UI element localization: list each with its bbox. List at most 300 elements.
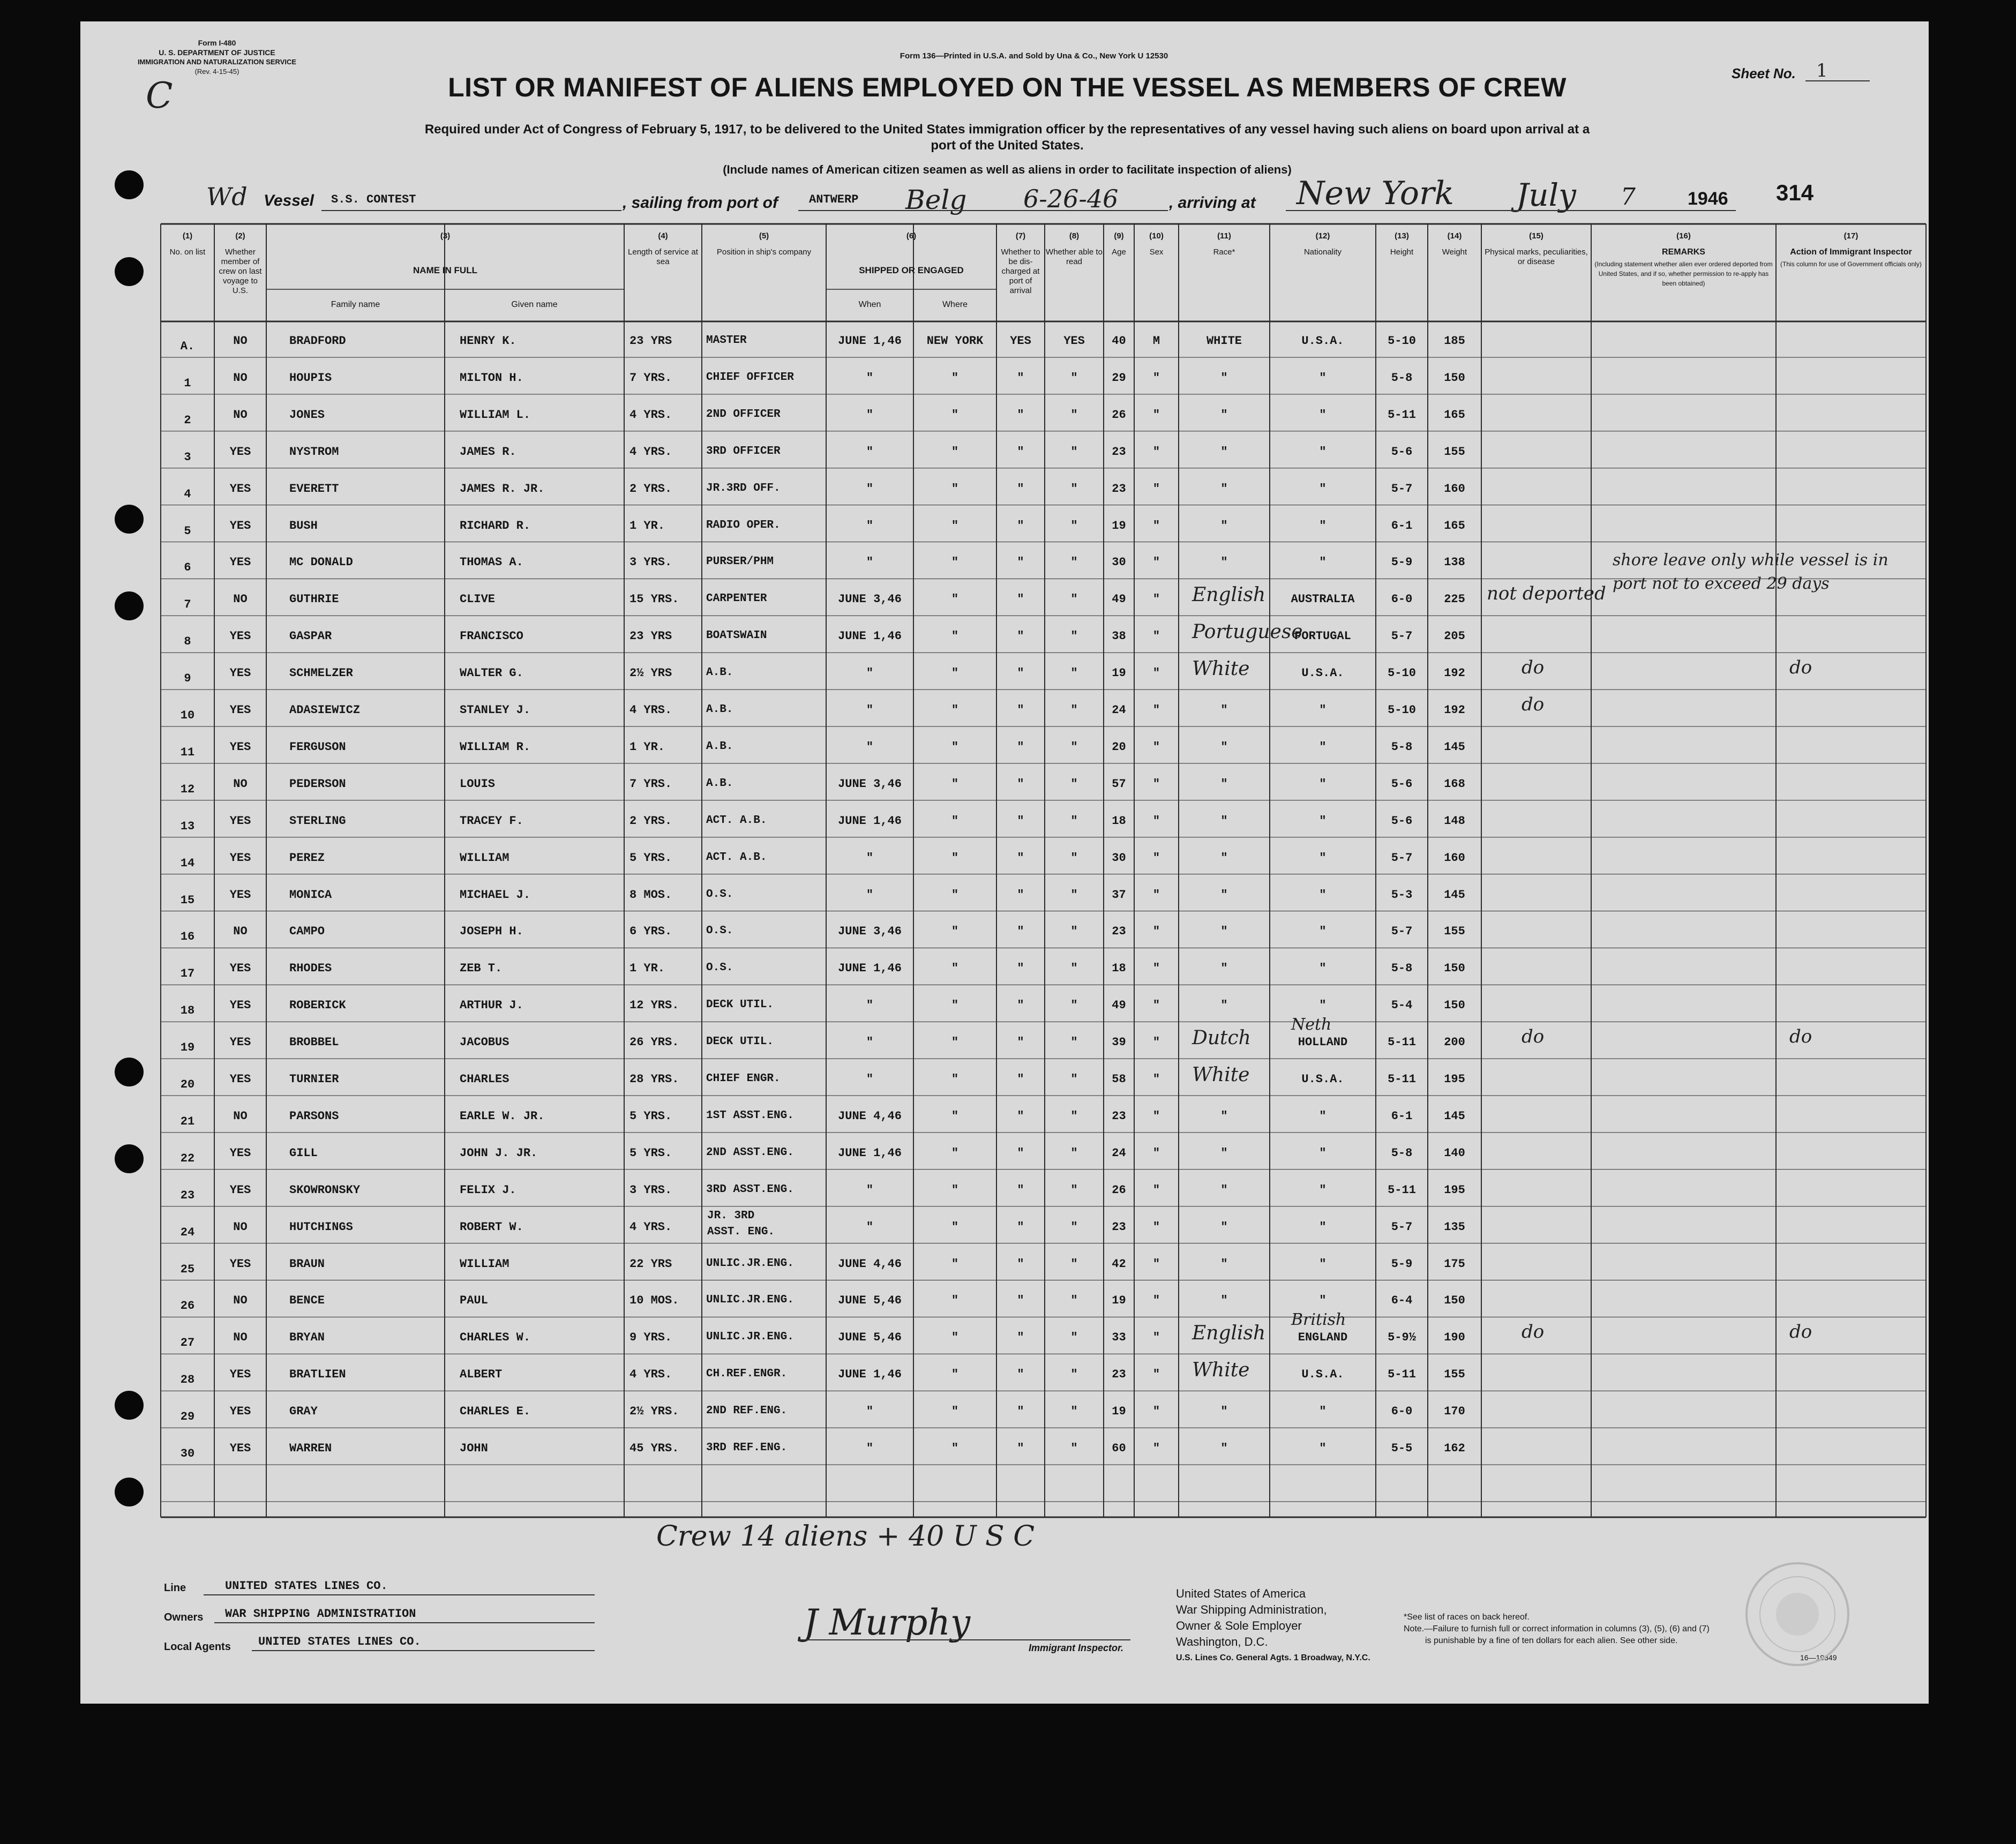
position-cell: O.S. — [706, 888, 733, 901]
row-number: 23 — [180, 1188, 195, 1202]
able-read-cell: " — [1070, 482, 1078, 496]
position-cell: A.B. — [706, 703, 733, 716]
row-number: 9 — [184, 672, 191, 686]
discharge-cell: " — [1017, 1257, 1024, 1271]
sex-cell: " — [1152, 888, 1160, 902]
discharge-cell: " — [1017, 1405, 1024, 1419]
last-voyage-cell: NO — [233, 777, 248, 791]
nationality-cell: AUSTRALIA — [1291, 593, 1355, 606]
last-voyage-cell: NO — [233, 371, 248, 385]
discharge-cell: " — [1017, 629, 1024, 643]
position-cell: 1ST ASST.ENG. — [706, 1109, 794, 1122]
position-cell: UNLIC.JR.ENG. — [706, 1294, 794, 1307]
arrival-day: 7 — [1621, 183, 1636, 211]
able-read-cell: " — [1070, 556, 1078, 569]
shipped-where-cell: " — [951, 482, 959, 496]
weight-cell: 160 — [1444, 851, 1465, 865]
race-cell: White — [1192, 1064, 1250, 1086]
owners-underline — [214, 1622, 595, 1623]
height-cell: 5-11 — [1388, 1183, 1416, 1197]
weight-cell: 135 — [1444, 1220, 1465, 1234]
race-cell: " — [1220, 1405, 1228, 1419]
able-read-cell: " — [1070, 851, 1078, 865]
age-cell: 23 — [1112, 1368, 1126, 1382]
column-number: (16) — [1676, 231, 1691, 241]
shipped-where-cell: " — [951, 1146, 959, 1160]
last-voyage-cell: NO — [233, 1109, 248, 1123]
race-cell: White — [1192, 1359, 1250, 1382]
race-cell: Dutch — [1192, 1027, 1251, 1050]
column-subheader: Family name — [331, 300, 380, 309]
discharge-cell: " — [1017, 1331, 1024, 1345]
able-read-cell: " — [1070, 962, 1078, 976]
family-name-cell: EVERETT — [289, 482, 339, 496]
column-header: Age — [1112, 248, 1126, 257]
service-length-cell: 5 YRS. — [629, 1109, 672, 1123]
shipped-where-cell: " — [951, 371, 959, 385]
row-number: 7 — [184, 598, 191, 612]
height-cell: 5-7 — [1391, 1220, 1413, 1234]
service-length-cell: 3 YRS. — [629, 1183, 672, 1197]
age-cell: 19 — [1112, 1405, 1126, 1419]
vessel-label: Vessel — [264, 192, 314, 209]
position-cell: UNLIC.JR.ENG. — [706, 1257, 794, 1270]
inspector-signature: J Murphy — [804, 1602, 971, 1643]
nationality-correction: British — [1291, 1310, 1346, 1330]
age-cell: 30 — [1112, 556, 1126, 569]
subtitle-line-1: Required under Act of Congress of February 5, 1917, to be delivered to the United States immigration officer by the representatives of any vessel having such aliens on board upon arrival at a — [424, 122, 1590, 137]
shipped-where-cell: " — [951, 888, 959, 902]
height-cell: 5-10 — [1388, 703, 1416, 717]
column-header: Sex — [1149, 248, 1164, 257]
weight-cell: 155 — [1444, 925, 1465, 939]
column-number: (12) — [1315, 231, 1330, 241]
height-cell: 5-8 — [1391, 962, 1413, 976]
column-number: (5) — [759, 231, 769, 241]
sex-cell: " — [1152, 371, 1160, 385]
age-cell: 20 — [1112, 740, 1126, 754]
height-cell: 5-3 — [1391, 888, 1413, 902]
race-cell: White — [1192, 658, 1250, 680]
inspector-action-cell: do — [1789, 1321, 1812, 1343]
race-cell: English — [1192, 1322, 1266, 1345]
position-cell: JR.3RD OFF. — [706, 482, 781, 494]
row-number: 22 — [180, 1151, 195, 1165]
given-name-cell: PAUL — [460, 1294, 488, 1308]
able-read-cell: " — [1070, 777, 1078, 791]
row-number: A. — [180, 340, 195, 353]
service-length-cell: 3 YRS. — [629, 556, 672, 569]
inspector-action-cell: do — [1789, 657, 1812, 679]
last-voyage-cell: YES — [229, 962, 251, 976]
service-length-cell: 4 YRS. — [629, 1368, 672, 1382]
discharge-cell: YES — [1010, 334, 1031, 348]
service-length-cell: 2½ YRS — [629, 666, 672, 680]
weight-cell: 168 — [1444, 777, 1465, 791]
column-header: SHIPPED OR ENGAGED — [859, 265, 964, 275]
nationality-cell: " — [1319, 814, 1326, 828]
able-read-cell: " — [1070, 519, 1078, 533]
shipped-when-cell: JUNE 1,46 — [838, 1146, 902, 1160]
family-name-cell: GRAY — [289, 1405, 318, 1419]
age-cell: 60 — [1112, 1442, 1126, 1455]
age-cell: 23 — [1112, 482, 1126, 496]
height-cell: 5-9 — [1391, 556, 1413, 569]
shipped-where-cell: " — [951, 703, 959, 717]
discharge-cell: " — [1017, 519, 1024, 533]
discharge-cell: " — [1017, 925, 1024, 939]
position-cell: MASTER — [706, 334, 747, 347]
physical-marks-cell: do — [1522, 694, 1545, 715]
service-length-cell: 26 YRS. — [629, 1036, 679, 1050]
row-number: 6 — [184, 561, 191, 575]
age-cell: 39 — [1112, 1036, 1126, 1050]
height-cell: 6-1 — [1391, 519, 1413, 533]
height-cell: 6-0 — [1391, 1405, 1413, 1419]
row-number: 8 — [184, 635, 191, 649]
service-length-cell: 4 YRS. — [629, 703, 672, 717]
service-length-cell: 2 YRS. — [629, 814, 672, 828]
column-number: (17) — [1843, 231, 1858, 241]
stamp-line: U.S. Lines Co. General Agts. 1 Broadway, N.Y.C. — [1176, 1653, 1370, 1662]
weight-cell: 138 — [1444, 556, 1465, 569]
position-cell: 2ND REF.ENG. — [706, 1405, 788, 1418]
discharge-cell: " — [1017, 814, 1024, 828]
sex-cell: " — [1152, 777, 1160, 791]
weight-cell: 190 — [1444, 1331, 1465, 1345]
age-cell: 58 — [1112, 1073, 1126, 1086]
position-cell: A.B. — [706, 740, 733, 753]
race-cell: " — [1220, 777, 1228, 791]
given-name-cell: WILLIAM — [460, 1257, 509, 1271]
given-name-cell: EARLE W. JR. — [460, 1109, 545, 1123]
family-name-cell: BRATLIEN — [289, 1368, 346, 1382]
nationality-cell: " — [1319, 556, 1326, 569]
column-header: Length of service at sea — [628, 248, 698, 266]
able-read-cell: " — [1070, 1109, 1078, 1123]
height-cell: 5-9½ — [1388, 1331, 1416, 1345]
line-value: UNITED STATES LINES CO. — [225, 1579, 388, 1593]
weight-cell: 162 — [1444, 1442, 1465, 1455]
row-number: 2 — [184, 413, 191, 427]
last-voyage-cell: NO — [233, 334, 248, 348]
stamp-line: War Shipping Administration, — [1176, 1603, 1327, 1616]
race-cell: " — [1220, 1146, 1228, 1160]
family-name-cell: PEDERSON — [289, 777, 346, 791]
family-name-cell: GILL — [289, 1146, 318, 1160]
weight-cell: 145 — [1444, 740, 1465, 754]
shipped-where-cell: " — [951, 1036, 959, 1050]
shipped-when-cell: " — [866, 1442, 874, 1455]
position-cell: O.S. — [706, 962, 733, 975]
position-cell: ACT. A.B. — [706, 851, 767, 864]
age-cell: 30 — [1112, 851, 1126, 865]
given-name-cell: WALTER G. — [460, 666, 523, 680]
service-length-cell: 28 YRS. — [629, 1073, 679, 1086]
discharge-cell: " — [1017, 445, 1024, 459]
row-number: 5 — [184, 524, 191, 538]
column-subheader: Where — [942, 300, 968, 309]
position-cell: 3RD REF.ENG. — [706, 1442, 788, 1454]
nationality-cell: " — [1319, 851, 1326, 865]
weight-cell: 150 — [1444, 962, 1465, 976]
position-cell: 2ND ASST.ENG. — [706, 1146, 794, 1159]
row-number: 13 — [180, 819, 195, 833]
sheet-number: 1 — [1816, 60, 1828, 81]
nationality-cell: U.S.A. — [1301, 1368, 1344, 1382]
owners-label: Owners — [164, 1611, 204, 1623]
discharge-cell: " — [1017, 888, 1024, 902]
column-header: Action of Immigrant Inspector — [1790, 248, 1912, 257]
sex-cell: " — [1152, 629, 1160, 643]
column-header: Nationality — [1303, 248, 1342, 257]
service-length-cell: 1 YR. — [629, 519, 665, 533]
nationality-cell: " — [1319, 703, 1326, 717]
column-number: (8) — [1069, 231, 1080, 241]
row-number: 25 — [180, 1262, 195, 1276]
shipped-when-cell: " — [866, 408, 874, 422]
shipped-when-cell: JUNE 5,46 — [838, 1331, 902, 1345]
shipped-when-cell: " — [866, 740, 874, 754]
sex-cell: " — [1152, 1294, 1160, 1308]
race-cell: " — [1220, 371, 1228, 385]
weight-cell: 155 — [1444, 1368, 1465, 1382]
given-name-cell: JOSEPH H. — [460, 925, 523, 939]
agents-label: Local Agents — [164, 1641, 231, 1653]
sex-cell: " — [1152, 556, 1160, 569]
sex-cell: " — [1152, 740, 1160, 754]
able-read-cell: " — [1070, 593, 1078, 606]
shipped-where-cell: " — [951, 593, 959, 606]
discharge-cell: " — [1017, 1036, 1024, 1050]
nationality-cell: PORTUGAL — [1294, 629, 1351, 643]
corner-mark: C — [146, 75, 173, 116]
shipped-when-cell: " — [866, 445, 874, 459]
shipped-when-cell: " — [866, 1036, 874, 1050]
service-length-cell: 5 YRS. — [629, 851, 672, 865]
row-number: 21 — [180, 1114, 195, 1128]
able-read-cell: " — [1070, 1073, 1078, 1086]
physical-marks-cell: do — [1522, 1026, 1545, 1048]
height-cell: 5-6 — [1391, 814, 1413, 828]
row-number: 29 — [180, 1410, 195, 1424]
position-cell: CH.REF.ENGR. — [706, 1368, 788, 1381]
column-number: (15) — [1529, 231, 1543, 241]
shipped-where-cell: " — [951, 519, 959, 533]
shipped-where-cell: NEW YORK — [926, 334, 984, 348]
discharge-cell: " — [1017, 593, 1024, 606]
height-cell: 5-7 — [1391, 629, 1413, 643]
height-cell: 6-0 — [1391, 593, 1413, 606]
family-name-cell: HUTCHINGS — [289, 1220, 353, 1234]
shipped-when-cell: JUNE 3,46 — [838, 777, 902, 791]
form-revision: (Rev. 4-15-45) — [194, 68, 239, 76]
column-header: Whether to be dis-charged at port of arrival — [1001, 248, 1040, 295]
service-name: IMMIGRATION AND NATURALIZATION SERVICE — [137, 58, 297, 66]
weight-cell: 145 — [1444, 888, 1465, 902]
shipped-where-cell: " — [951, 629, 959, 643]
age-cell: 23 — [1112, 1220, 1126, 1234]
sex-cell: " — [1152, 593, 1160, 606]
discharge-cell: " — [1017, 1183, 1024, 1197]
position-cell: DECK UTIL. — [706, 1036, 774, 1048]
column-header: Weight — [1442, 248, 1467, 257]
discharge-cell: " — [1017, 740, 1024, 754]
owner-stamp — [1176, 1586, 1370, 1666]
penalty-note-1: Note.—Failure to furnish full or correct information in columns (3), (5), (6) and (7) — [1404, 1624, 1710, 1633]
weight-cell: 145 — [1444, 1109, 1465, 1123]
last-voyage-cell: YES — [229, 1073, 251, 1086]
position-cell: A.B. — [706, 777, 733, 790]
age-cell: 49 — [1112, 593, 1126, 606]
departure-port: ANTWERP — [809, 193, 859, 206]
vessel-prefix: Wd — [206, 182, 248, 211]
service-length-cell: 7 YRS. — [629, 777, 672, 791]
row-number: 24 — [180, 1225, 195, 1239]
last-voyage-cell: NO — [233, 1220, 248, 1234]
able-read-cell: " — [1070, 1331, 1078, 1345]
agents-underline — [252, 1650, 595, 1651]
age-cell: 18 — [1112, 962, 1126, 976]
service-length-cell: 5 YRS. — [629, 1146, 672, 1160]
service-length-cell: 9 YRS. — [629, 1331, 672, 1345]
row-number: 4 — [184, 487, 191, 501]
row-number: 14 — [180, 856, 195, 870]
height-cell: 5-8 — [1391, 1146, 1413, 1160]
weight-cell: 165 — [1444, 408, 1465, 422]
race-cell: " — [1220, 999, 1228, 1013]
height-cell: 5-11 — [1388, 1073, 1416, 1086]
given-name-cell: HENRY K. — [460, 334, 516, 348]
given-name-cell: CLIVE — [460, 593, 496, 606]
family-name-cell: TURNIER — [289, 1073, 339, 1086]
able-read-cell: " — [1070, 888, 1078, 902]
shipped-where-cell: " — [951, 925, 959, 939]
last-voyage-cell: YES — [229, 814, 251, 828]
able-read-cell: " — [1070, 1405, 1078, 1419]
given-name-cell: CHARLES E. — [460, 1405, 531, 1419]
given-name-cell: ROBERT W. — [460, 1220, 523, 1234]
given-name-cell: RICHARD R. — [460, 519, 531, 533]
column-number: (4) — [658, 231, 668, 241]
discharge-cell: " — [1017, 556, 1024, 569]
able-read-cell: " — [1070, 740, 1078, 754]
sex-cell: " — [1152, 1257, 1160, 1271]
shipped-when-cell: JUNE 1,46 — [838, 334, 902, 348]
race-cell: " — [1220, 556, 1228, 569]
nationality-cell: " — [1319, 1146, 1326, 1160]
nationality-cell: U.S.A. — [1301, 334, 1344, 348]
nationality-cell: " — [1319, 740, 1326, 754]
position-cell: JR. 3RD — [707, 1209, 755, 1222]
given-name-cell: CHARLES — [460, 1073, 509, 1086]
family-name-cell: STERLING — [289, 814, 346, 828]
age-cell: 57 — [1112, 777, 1126, 791]
given-name-cell: FRANCISCO — [460, 629, 523, 643]
stamp-line: United States of America — [1176, 1587, 1306, 1600]
family-name-cell: BUSH — [289, 519, 318, 533]
able-read-cell: " — [1070, 371, 1078, 385]
given-name-cell: CHARLES W. — [460, 1331, 531, 1345]
shipped-where-cell: " — [951, 1220, 959, 1234]
discharge-cell: " — [1017, 1073, 1024, 1086]
able-read-cell: " — [1070, 666, 1078, 680]
discharge-cell: " — [1017, 371, 1024, 385]
row-number: 1 — [184, 376, 191, 390]
crew-summary: Crew 14 aliens + 40 U S C — [656, 1520, 1035, 1553]
height-cell: 5-10 — [1388, 334, 1416, 348]
sex-cell: " — [1152, 1073, 1160, 1086]
weight-cell: 192 — [1444, 666, 1465, 680]
able-read-cell: " — [1070, 999, 1078, 1013]
able-read-cell: " — [1070, 925, 1078, 939]
shipped-when-cell: JUNE 1,46 — [838, 629, 902, 643]
row-number: 11 — [180, 745, 195, 759]
last-voyage-cell: YES — [229, 1183, 251, 1197]
last-voyage-cell: YES — [229, 629, 251, 643]
given-name-cell: JACOBUS — [460, 1036, 509, 1050]
race-cell: " — [1220, 1257, 1228, 1271]
shipped-when-cell: " — [866, 1073, 874, 1086]
last-voyage-cell: NO — [233, 925, 248, 939]
column-header: Whether member of crew on last voyage to U.S. — [219, 248, 262, 295]
given-name-cell: JAMES R. JR. — [460, 482, 545, 496]
form-code: 16—19349 — [1800, 1653, 1837, 1662]
row-number: 28 — [180, 1373, 195, 1387]
race-cell: " — [1220, 1220, 1228, 1234]
nationality-cell: " — [1319, 925, 1326, 939]
age-cell: 24 — [1112, 1146, 1126, 1160]
weight-cell: 195 — [1444, 1183, 1465, 1197]
race-cell: " — [1220, 482, 1228, 496]
sex-cell: " — [1152, 925, 1160, 939]
column-number: (3) — [440, 231, 451, 241]
service-length-cell: 6 YRS. — [629, 925, 672, 939]
family-name-cell: BENCE — [289, 1294, 325, 1308]
form-number: Form I-480 — [198, 39, 236, 47]
column-header: Race* — [1213, 248, 1235, 257]
given-name-cell: ALBERT — [460, 1368, 503, 1382]
shipped-when-cell: " — [866, 1405, 874, 1419]
given-name-cell: THOMAS A. — [460, 556, 523, 569]
height-cell: 5-8 — [1391, 740, 1413, 754]
height-cell: 5-10 — [1388, 666, 1416, 680]
age-cell: 19 — [1112, 666, 1126, 680]
shipped-when-cell: " — [866, 999, 874, 1013]
column-note: (Including statement whether alien ever ordered deported from United States, and if so, whether permission to re-apply has been obtained) — [1594, 260, 1773, 287]
position-cell: DECK UTIL. — [706, 999, 774, 1011]
inspector-action-cell: do — [1789, 1026, 1812, 1048]
shipped-where-cell: " — [951, 1183, 959, 1197]
able-read-cell: " — [1070, 1146, 1078, 1160]
sex-cell: " — [1152, 1368, 1160, 1382]
row-number: 26 — [180, 1299, 195, 1313]
height-cell: 5-11 — [1388, 1368, 1416, 1382]
sex-cell: " — [1152, 445, 1160, 459]
shipped-where-cell: " — [951, 1109, 959, 1123]
shipped-when-cell: " — [866, 1220, 874, 1234]
race-cell: " — [1220, 888, 1228, 902]
able-read-cell: " — [1070, 814, 1078, 828]
height-cell: 5-5 — [1391, 1442, 1413, 1455]
age-cell: 18 — [1112, 814, 1126, 828]
shipped-when-cell: " — [866, 703, 874, 717]
age-cell: 23 — [1112, 1109, 1126, 1123]
shipped-where-cell: " — [951, 851, 959, 865]
position-cell: RADIO OPER. — [706, 519, 781, 531]
service-length-cell: 45 YRS. — [629, 1442, 679, 1455]
age-cell: 23 — [1112, 925, 1126, 939]
